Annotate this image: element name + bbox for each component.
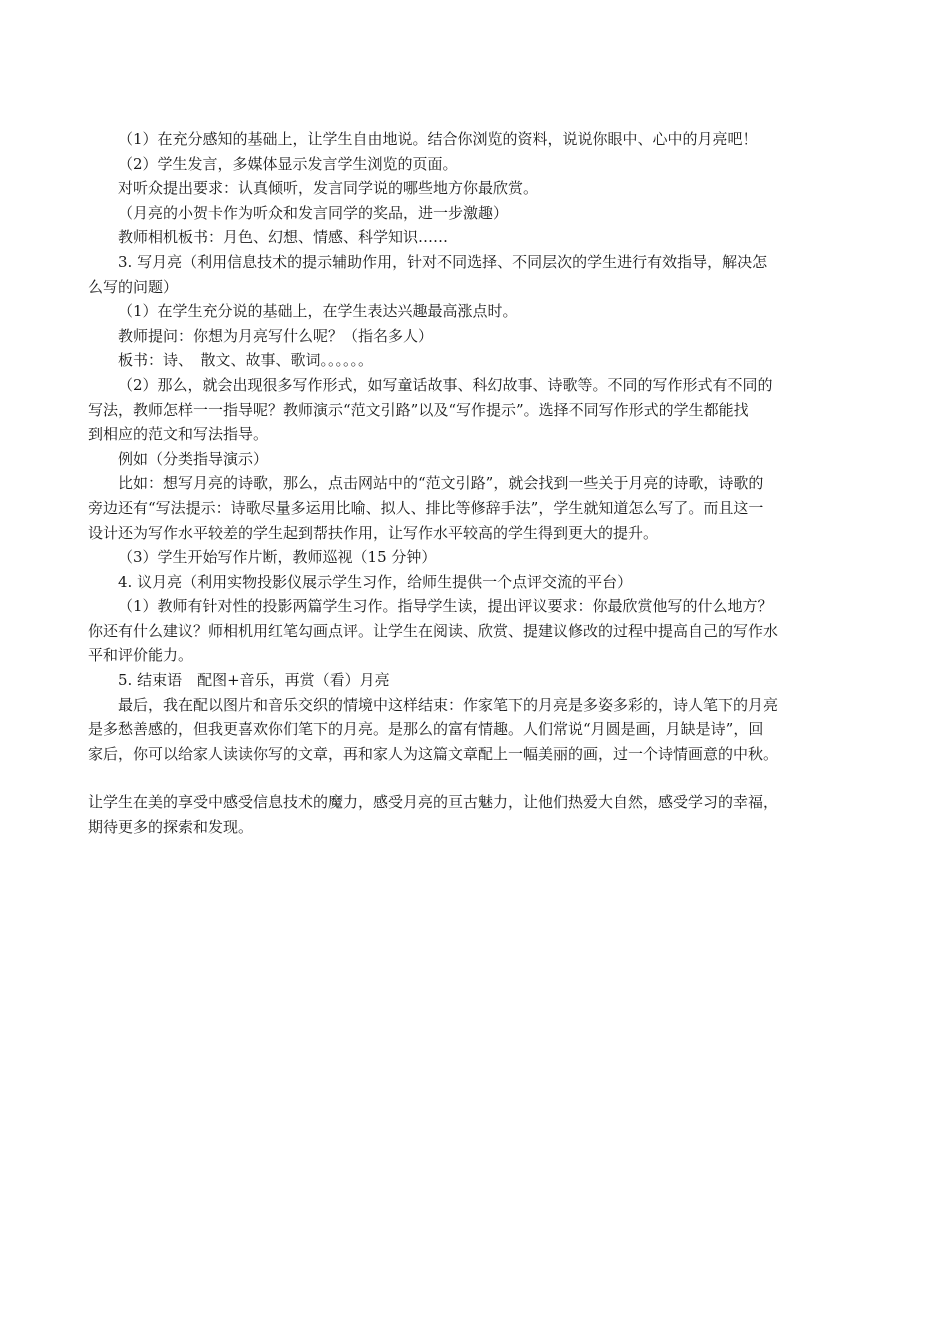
paragraph-line: （3）学生开始写作片断，教师巡视（15 分钟） — [118, 548, 437, 567]
paragraph-line: 写法，教师怎样一一指导呢？教师演示“范文引路”以及“写作提示”。选择不同写作形式的学生都能找 — [88, 400, 749, 419]
paragraph-line: 板书：诗、 散文、故事、歌词。。。。。。 — [118, 351, 374, 370]
paragraph-line: 教师提问：你想为月亮写什么呢？（指名多人） — [118, 326, 434, 345]
paragraph-line: 你还有什么建议？师相机用红笔勾画点评。让学生在阅读、欣赏、提建议修改的过程中提高自己的写作水 — [88, 621, 779, 640]
paragraph-line: 旁边还有“写法提示：诗歌尽量多运用比喻、拟人、排比等修辞手法”，学生就知道怎么写了。而且这一 — [88, 498, 764, 517]
paragraph-line: （2）那么，就会出现很多写作形式，如写童话故事、科幻故事、诗歌等。不同的写作形式有不同的 — [118, 375, 773, 394]
paragraph-line: （月亮的小贺卡作为听众和发言同学的奖品，进一步激趣） — [118, 203, 509, 222]
paragraph-line: （1）教师有针对性的投影两篇学生习作。指导学生读，提出评议要求：你最欣赏他写的什么地方？ — [118, 597, 773, 616]
paragraph-line: 最后，我在配以图片和音乐交织的情境中这样结束：作家笔下的月亮是多姿多彩的，诗人笔下的月亮 — [118, 695, 779, 714]
paragraph-line: 家后，你可以给家人读读你写的文章，再和家人为这篇文章配上一幅美丽的画，过一个诗情画意的中秋。 — [88, 744, 779, 763]
paragraph-line: 期待更多的探索和发现。 — [88, 818, 254, 837]
paragraph-line: 么写的问题） — [88, 277, 179, 296]
paragraph-line: （1）在充分感知的基础上，让学生自由地说。结合你浏览的资料，说说你眼中、心中的月亮吧！ — [118, 130, 758, 148]
paragraph-line: 是多愁善感的，但我更喜欢你们笔下的月亮。是那么的富有情趣。人们常说“月圆是画，月缺是诗”，回 — [88, 720, 764, 739]
document-page — [88, 127, 878, 840]
paragraph-line: 到相应的范文和写法指导。 — [88, 425, 269, 444]
section-heading: 5. 结束语 配图+音乐，再赏（看）月亮 — [118, 671, 390, 690]
paragraph-line: 让学生在美的享受中感受信息技术的魔力，感受月亮的亘古魅力，让他们热爱大自然，感受学习的幸福， — [88, 793, 779, 812]
paragraph-line: 例如（分类指导演示） — [118, 449, 269, 468]
paragraph-line: 设计还为写作水平较差的学生起到帮扶作用，让写作水平较高的学生得到更大的提升。 — [88, 523, 659, 542]
section-heading: 3. 写月亮（利用信息技术的提示辅助作用，针对不同选择、不同层次的学生进行有效指导，解决怎 — [118, 252, 768, 271]
paragraph-line: （1）在学生充分说的基础上，在学生表达兴趣最高涨点时。 — [118, 302, 518, 321]
paragraph-line: 比如：想写月亮的诗歌，那么，点击网站中的“范文引路”，就会找到一些关于月亮的诗歌，诗歌的 — [118, 474, 764, 493]
paragraph-line: 平和评价能力。 — [88, 646, 194, 665]
section-heading: 4. 议月亮（利用实物投影仪展示学生习作，给师生提供一个点评交流的平台） — [118, 572, 633, 591]
paragraph-line: （2）学生发言，多媒体显示发言学生浏览的页面。 — [118, 154, 458, 173]
paragraph-spacer — [88, 766, 878, 790]
paragraph-line: 对听众提出要求：认真倾听，发言同学说的哪些地方你最欣赏。 — [118, 179, 539, 198]
paragraph-line: 教师相机板书：月色、幻想、情感、科学知识…… — [118, 228, 449, 247]
